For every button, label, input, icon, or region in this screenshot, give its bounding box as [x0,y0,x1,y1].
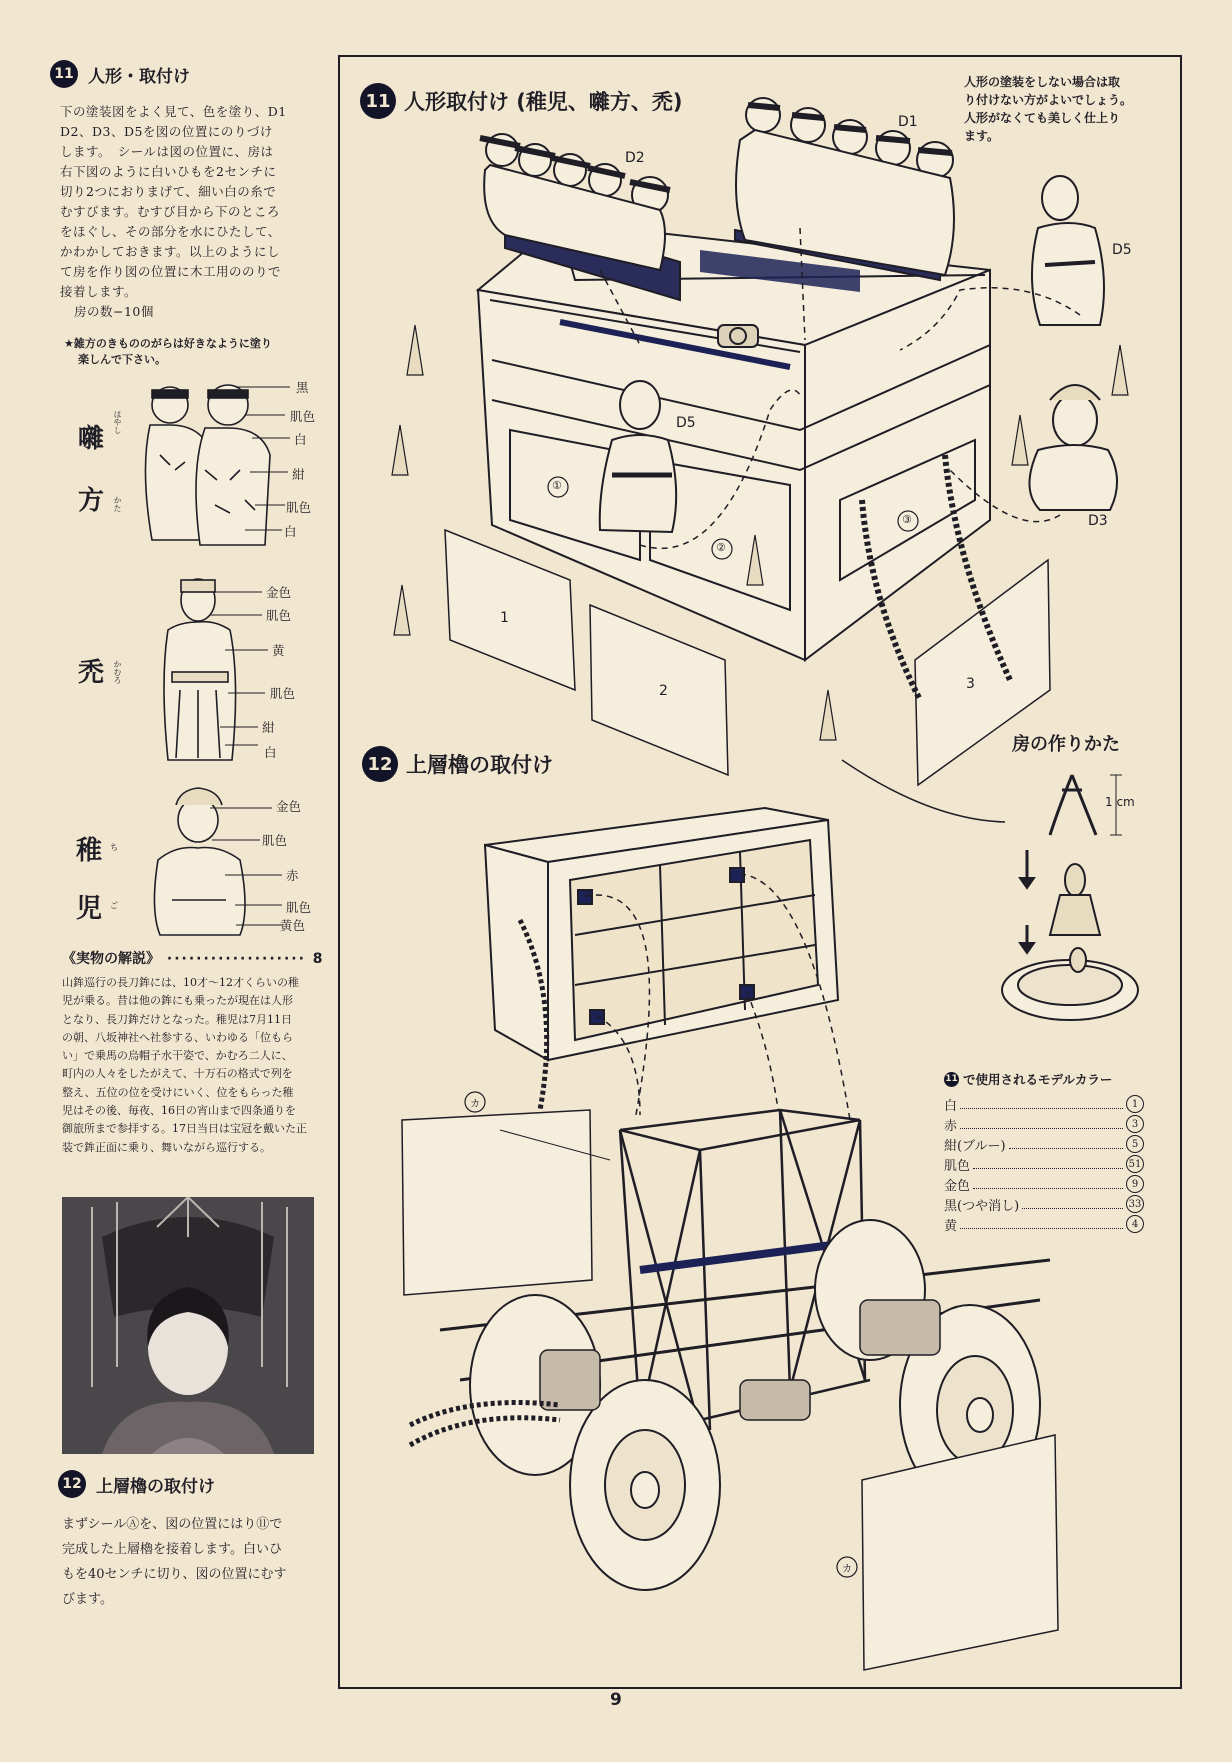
panel-step-12-heading [362,746,553,782]
section-12-body: まずシールⒶを、図の位置にはり⑪で 完成した上層櫓を接着します。白いひ もを40センチに切り、図の位置にむす びます。 [62,1517,287,1607]
chigo-color-label: 肌色 [262,833,288,848]
hayashi-name-1: 囃 [78,424,105,454]
hayashi-color-label: 白 [284,524,297,539]
seal-position-marker: ② [716,541,726,554]
chigo-name-2: 児 [76,894,103,924]
color-row: 肌色 51 [944,1154,1144,1174]
kamuro-name: 禿 [78,658,105,688]
coiled-ropes [540,1300,940,1420]
seal-number: 1 [500,610,509,626]
hayashi-color-label: 黒 [296,380,309,395]
hayashi-color-label: 紺 [292,467,305,482]
panel-step-11-heading [360,83,683,119]
painting-note: ★雑方のきもののがらは好きなように塗り 楽しんで下さい。 [64,337,272,366]
upper-frame-drawing [485,808,838,1060]
doll-d3-drawing [1029,385,1117,510]
part-label-d5: D5 [676,415,696,431]
chigo-color-label: 金色 [276,799,302,814]
kamuro-color-label: 白 [264,745,277,760]
section-11-body: 下の塗装図をよく見て、色を塗り、D1 D2、D3、D5を図の位置にのりづけ します。 シールは図の位置に、房は 右下図のように白いひもを2センチに 切り2つにおりまげて、細い白の糸で むすびます。むすび目から下のところ をほぐし、その部分を水にひたして、 かわかしておきます。以上のようにし て房を作り図の位置に木工用ののりで 接着します。 房の数−10個 [60,102,330,322]
seal-number: 3 [966,676,975,692]
part-label-d5: D5 [1112,242,1132,258]
model-color-list [944,1070,1144,1234]
chigo-color-label: 肌色 [286,900,312,915]
seal-number: 2 [659,683,668,699]
kamuro-color-label: 肌色 [270,686,296,701]
tassel-making-title: 房の作りかた [1012,734,1120,755]
step-number-badge: 11 [50,60,78,88]
explanation-heading: 《実物の解説》 ··················· 8 [62,951,323,967]
seal-position-marker: ③ [902,513,912,526]
hayashi-name-2: 方 [78,486,105,516]
hayashi-color-label: 白 [294,432,307,447]
section-title: 上層櫓の取付け [96,1476,215,1497]
chigo-name-1: 稚 [76,836,103,866]
hayashi-ruby-1: はやし [113,410,122,434]
hayashi-color-label: 肌色 [290,409,316,424]
page-number: 9 [610,1690,622,1710]
optional-dolls-note: 人形の塗装をしない場合は取 り付けない方がよいでしょう。 人形がなくても美しく仕上り ます。 [964,75,1133,143]
seal-ka-marker: カ [470,1099,480,1110]
color-row: 黒(つや消し) 33 [944,1194,1144,1214]
step-number-badge: 12 [58,1470,86,1498]
panel-step-title: 人形取付け (稚児、囃方、禿) [404,90,683,114]
kamuro-color-label: 金色 [266,585,292,600]
kamuro-color-label: 黄 [272,643,285,658]
color-row: 金色 9 [944,1174,1144,1194]
step-number-badge: 11 [944,1072,959,1087]
chigo-ruby-2: ご [110,901,118,910]
color-row: 紺(ブルー) 5 [944,1134,1144,1154]
chigo-color-label: 赤 [286,868,299,883]
tassel-instruction-steps [1002,775,1138,1020]
tassel-size-label: 1 cm [1105,795,1135,809]
seal-ka-marker: カ [842,1564,852,1575]
color-row: 黄 4 [944,1214,1144,1234]
tassel-count: 房の数−10個 [74,304,154,319]
kamuro-ruby: かむろ [113,660,122,684]
hayashi-ruby-2: かた [113,496,122,512]
seal-position-marker: ① [552,479,562,492]
chigo-ruby-1: ち [110,843,118,852]
kamuro-color-label: 紺 [262,720,275,735]
part-label-d3: D3 [1088,513,1108,529]
part-label-d1: D1 [898,114,918,130]
kamuro-color-label: 肌色 [266,608,292,623]
section-title: 人形・取付け [88,66,190,87]
color-row: 白 1 [944,1094,1144,1114]
step-number-badge: 12 [362,746,398,782]
doll-d5-right-drawing [1032,176,1104,325]
model-color-title: 11 で使用されるモデルカラー [945,1072,1113,1087]
part-label-d2: D2 [625,150,645,166]
color-row: 赤 3 [944,1114,1144,1134]
chigo-color-label: 黄色 [280,918,306,933]
step-number-badge: 11 [360,83,396,119]
panel-step-title: 上層櫓の取付け [406,753,553,777]
hayashi-color-label: 肌色 [286,500,312,515]
explanation-body: 山鉾巡行の長刀鉾には、10才〜12才くらいの稚 児が乗る。昔は他の鉾にも乗ったが現在は人形 となり、長刀鉾だけとなった。稚児は7月11日 の朝、八坂神社へ社参する、いわゆる「位もら い」で乗馬の烏帽子水干姿で、かむろ二人に、 町内の人々をしたがえて、十万石の格式で列を 整え、五位の位を受けにいく、位をもらった稚 児はその後、毎夜、16日の宵山まで四条通りを 御旅所まで参拝する。17日当日は宝冠を戴いた正 装で鉾正面に乗り、舞いながら巡行する。 [62,976,307,1154]
